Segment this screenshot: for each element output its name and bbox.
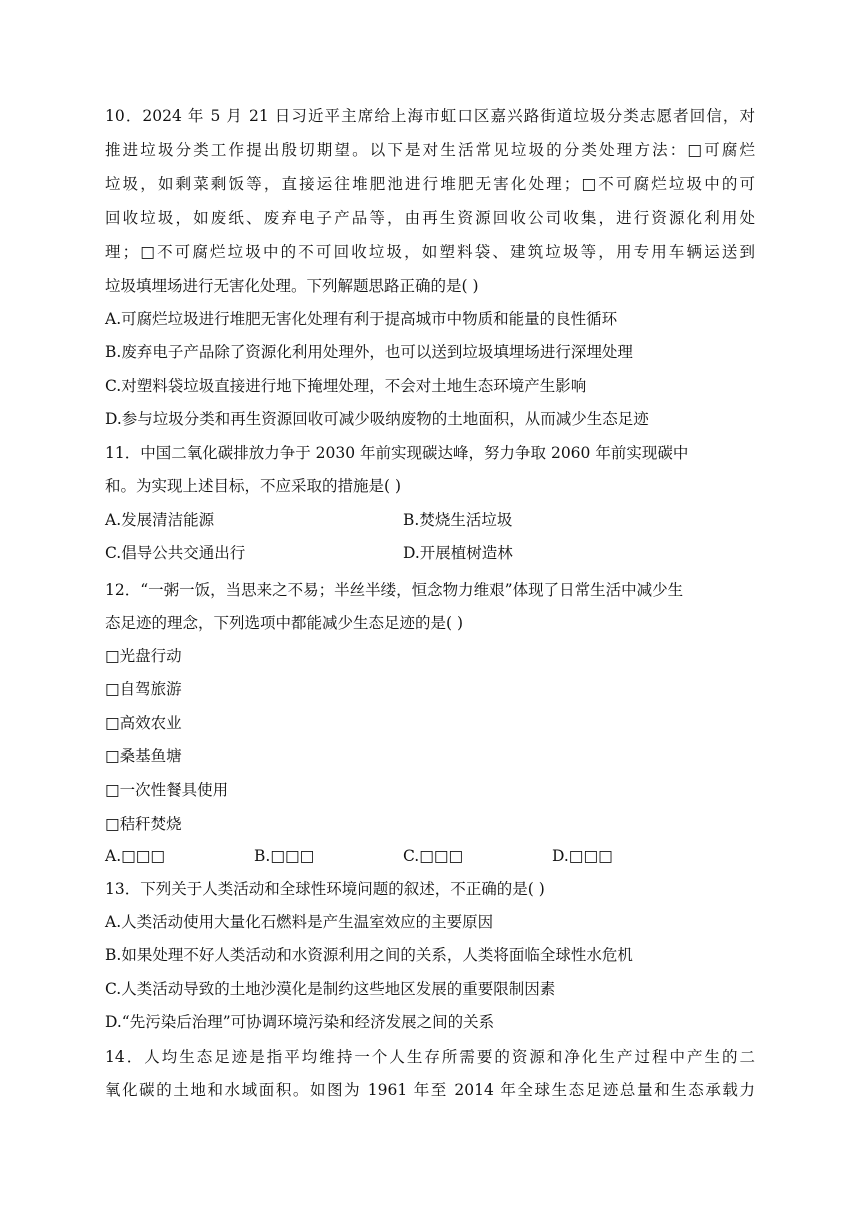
q12-option-a: A.□□□ bbox=[105, 847, 166, 865]
q11-line-1: 11．中国二氧化碳排放力争于 2030 年前实现碳达峰，努力争取 2060 年前实现碳中 bbox=[105, 444, 689, 462]
q12-option-d: D.□□□ bbox=[552, 847, 613, 865]
q11-option-a: A.发展清洁能源 bbox=[105, 511, 215, 529]
q11-line-2: 和。为实现上述目标，不应采取的措施是( ) bbox=[105, 477, 402, 495]
q13-line-1: 13．下列关于人类活动和全球性环境问题的叙述，不正确的是( ) bbox=[105, 880, 545, 898]
q10-option-c: C.对塑料袋垃圾直接进行地下掩埋处理，不会对土地生态环境产生影响 bbox=[105, 377, 587, 395]
q12-item-2: □自驾旅游 bbox=[105, 680, 182, 698]
q12-item-6: □秸秆焚烧 bbox=[105, 815, 182, 833]
q10-line-5: 理；□不可腐烂垃圾中的不可回收垃圾，如塑料袋、建筑垃圾等，用专用车辆运送到 bbox=[105, 243, 755, 261]
q14-line-2: 氧化碳的土地和水域面积。如图为 1961 年至 2014 年全球生态足迹总量和生态承载力 bbox=[105, 1081, 755, 1099]
q12-line-2: 态足迹的理念，下列选项中都能减少生态足迹的是( ) bbox=[105, 614, 464, 632]
q11-option-d: D.开展植树造林 bbox=[403, 544, 513, 562]
q10-line-1: 10．2024 年 5 月 21 日习近平主席给上海市虹口区嘉兴路街道垃圾分类志愿者回信，对 bbox=[105, 107, 755, 125]
q12-item-3: □高效农业 bbox=[105, 714, 182, 732]
q12-options-row bbox=[105, 846, 613, 866]
q12-option-b: B.□□□ bbox=[254, 847, 315, 865]
q12-line-1: 12．“一粥一饭，当思来之不易；半丝半缕，恒念物力维艰”体现了日常生活中减少生 bbox=[105, 581, 684, 599]
q14-line-1: 14．人均生态足迹是指平均维持一个人生存所需要的资源和净化生产过程中产生的二 bbox=[105, 1048, 755, 1066]
q12-option-c: C.□□□ bbox=[403, 847, 464, 865]
q13-option-d: D.“先污染后治理”可协调环境污染和经济发展之间的关系 bbox=[105, 1013, 495, 1031]
q10-line-4: 回收垃圾，如废纸、废弃电子产品等，由再生资源回收公司收集，进行资源化利用处 bbox=[105, 209, 755, 227]
q13-option-a: A.人类活动使用大量化石燃料是产生温室效应的主要原因 bbox=[105, 913, 494, 931]
q10-line-2: 推进垃圾分类工作提出殷切期望。以下是对生活常见垃圾的分类处理方法：□可腐烂 bbox=[105, 141, 755, 159]
q12-item-1: □光盘行动 bbox=[105, 647, 182, 665]
q10-line-6: 垃圾填埋场进行无害化处理。下列解题思路正确的是( ) bbox=[105, 277, 479, 295]
q11-option-b: B.焚烧生活垃圾 bbox=[403, 511, 513, 529]
q10-option-a: A.可腐烂垃圾进行堆肥无害化处理有利于提高城市中物质和能量的良性循环 bbox=[105, 310, 618, 328]
q10-line-3: 垃圾，如剩菜剩饭等，直接运往堆肥池进行堆肥无害化处理；□不可腐烂垃圾中的可 bbox=[105, 175, 755, 193]
q11-options-row-2 bbox=[105, 543, 513, 563]
q11-option-c: C.倡导公共交通出行 bbox=[105, 544, 246, 562]
q12-item-4: □桑基鱼塘 bbox=[105, 747, 182, 765]
q11-options-row-1 bbox=[105, 510, 512, 530]
q13-option-b: B.如果处理不好人类活动和水资源利用之间的关系，人类将面临全球性水危机 bbox=[105, 946, 633, 964]
q13-option-c: C.人类活动导致的土地沙漠化是制约这些地区发展的重要限制因素 bbox=[105, 980, 556, 998]
q12-item-5: □一次性餐具使用 bbox=[105, 781, 229, 799]
q10-option-d: D.参与垃圾分类和再生资源回收可减少吸纳废物的土地面积，从而减少生态足迹 bbox=[105, 410, 649, 428]
q10-option-b: B.废弃电子产品除了资源化利用处理外，也可以送到垃圾填埋场进行深埋处理 bbox=[105, 343, 633, 361]
